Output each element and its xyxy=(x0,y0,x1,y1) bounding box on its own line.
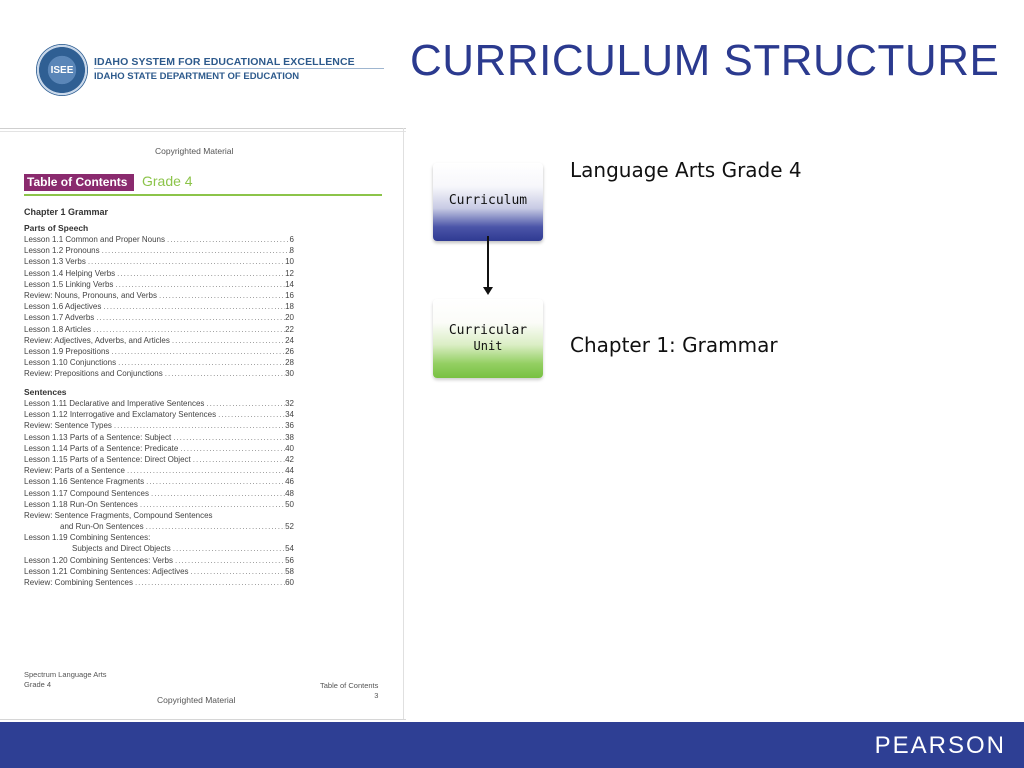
toc-leader-dots xyxy=(163,369,285,380)
toc-entry-page: 34 xyxy=(285,410,294,420)
toc-leader-dots xyxy=(204,399,285,410)
toc-entry-title: Review: Parts of a Sentence xyxy=(24,466,125,476)
toc-row xyxy=(24,522,294,533)
toc-list-sentences xyxy=(24,399,294,589)
toc-entry-title: Lesson 1.10 Conjunctions xyxy=(24,358,117,368)
toc-entry-title: Lesson 1.21 Combining Sentences: Adjectives xyxy=(24,566,189,576)
toc-entry-page: 54 xyxy=(285,544,294,554)
toc-entry-title: Lesson 1.13 Parts of a Sentence: Subject xyxy=(24,432,172,442)
toc-entry-title: Lesson 1.12 Interrogative and Exclamatory Sentences xyxy=(24,410,217,420)
doc-bottom-edge xyxy=(0,719,406,720)
toc-entry-page: 56 xyxy=(285,555,294,565)
toc-entry-page: 20 xyxy=(285,313,294,323)
toc-entry-title: Review: Combining Sentences xyxy=(24,578,133,587)
seal-text: ISEE xyxy=(50,64,74,76)
toc-entry-title: Lesson 1.8 Articles xyxy=(24,324,92,334)
toc-entry-page: 24 xyxy=(285,335,294,345)
toc-leader-dots xyxy=(157,291,285,302)
toc-entry-title: Lesson 1.18 Run-On Sentences xyxy=(24,499,138,509)
toc-row xyxy=(24,280,294,291)
toc-leader-dots xyxy=(149,489,285,500)
grade-label: Grade 4 xyxy=(142,173,193,189)
toc-row xyxy=(24,269,294,280)
toc-entry-title: Lesson 1.6 Adjectives xyxy=(24,302,102,312)
toc-row xyxy=(24,336,294,347)
doc-footer-section: Table of Contents xyxy=(320,681,379,690)
toc-entry-page: 14 xyxy=(285,279,294,289)
doc-top-edge xyxy=(0,128,406,132)
toc-entry-page: 8 xyxy=(289,246,294,256)
copyright-bottom: Copyrighted Material xyxy=(157,695,236,705)
toc-row xyxy=(24,313,294,324)
toc-entry-title: Lesson 1.20 Combining Sentences: Verbs xyxy=(24,555,173,565)
toc-entry-page: 46 xyxy=(285,477,294,487)
toc-entry-page: 50 xyxy=(285,499,294,509)
toc-row xyxy=(24,302,294,313)
doc-right-edge xyxy=(403,128,404,720)
toc-leader-dots xyxy=(115,269,285,280)
toc-leader-dots xyxy=(91,325,285,336)
toc-leader-dots xyxy=(133,578,285,589)
toc-entry-title: Lesson 1.15 Parts of a Sentence: Direct Object xyxy=(24,454,191,464)
toc-entry-title: Review: Nouns, Pronouns, and Verbs xyxy=(24,290,157,300)
toc-row xyxy=(24,477,294,488)
toc-leader-dots xyxy=(138,500,285,511)
toc-leader-dots xyxy=(116,358,285,369)
toc-row xyxy=(24,399,294,410)
toc-row xyxy=(24,578,294,589)
toc-entry-page: 26 xyxy=(285,346,294,356)
toc-entry-title: Lesson 1.19 Combining Sentences: xyxy=(24,533,151,543)
toc-entry-page: 22 xyxy=(285,324,294,334)
toc-row xyxy=(24,556,294,567)
toc-entry-title: Lesson 1.4 Helping Verbs xyxy=(24,268,116,278)
toc-entry-title: and Run-On Sentences xyxy=(60,522,144,532)
toc-row xyxy=(24,544,294,555)
toc-row xyxy=(24,466,294,477)
toc-leader-dots xyxy=(86,257,285,268)
toc-row xyxy=(24,369,294,380)
toc-leader-dots xyxy=(144,477,285,488)
toc-entry-page: 60 xyxy=(285,578,294,587)
toc-entry-title: Review: Adjectives, Adverbs, and Articles xyxy=(24,335,170,345)
toc-entry-title: Lesson 1.16 Sentence Fragments xyxy=(24,477,145,487)
toc-entry-title: Lesson 1.11 Declarative and Imperative Sentences xyxy=(24,399,205,408)
toc-heading: Table of Contents xyxy=(24,174,134,191)
toc-entry-page: 30 xyxy=(285,369,294,379)
toc-entry-page: 12 xyxy=(285,268,294,278)
toc-entry-title: Review: Sentence Types xyxy=(24,421,112,431)
logo-line-1: IDAHO SYSTEM FOR EDUCATIONAL EXCELLENCE xyxy=(94,56,355,68)
toc-leader-dots xyxy=(189,567,286,578)
unit-box-label-line1: Curricular xyxy=(448,323,528,338)
toc-document-image xyxy=(0,128,406,720)
unit-box-label-line2: Unit xyxy=(473,339,503,353)
isee-seal-icon xyxy=(36,44,88,96)
doc-footer-page: 3 xyxy=(374,691,379,700)
toc-row xyxy=(24,511,294,522)
doc-footer-left xyxy=(24,670,107,690)
toc-row xyxy=(24,421,294,432)
toc-row xyxy=(24,533,294,544)
toc-leader-dots xyxy=(113,280,285,291)
slide-title: CURRICULUM STRUCTURE xyxy=(410,36,1000,85)
toc-leader-dots xyxy=(109,347,285,358)
toc-entry-title: Review: Sentence Fragments, Compound Sentences xyxy=(24,510,213,520)
logo-line-2: IDAHO STATE DEPARTMENT OF EDUCATION xyxy=(94,71,300,82)
doc-footer-grade: Grade 4 xyxy=(24,680,52,689)
heading-rule xyxy=(24,194,382,196)
toc-leader-dots xyxy=(165,235,290,246)
logo-divider xyxy=(94,68,384,69)
chapter-heading: Chapter 1 Grammar xyxy=(24,207,109,217)
toc-row xyxy=(24,257,294,268)
toc-entry-page: 10 xyxy=(285,257,294,267)
doc-footer-right xyxy=(320,681,378,701)
toc-entry-page: 6 xyxy=(289,235,294,244)
toc-entry-title: Subjects and Direct Objects xyxy=(72,544,171,554)
toc-entry-title: Lesson 1.2 Pronouns xyxy=(24,246,100,256)
unit-description: Chapter 1: Grammar xyxy=(570,333,778,357)
curricular-unit-box xyxy=(433,299,543,378)
curriculum-box xyxy=(433,163,543,241)
toc-entry-page: 40 xyxy=(285,443,294,453)
toc-row xyxy=(24,246,294,257)
arrow-down-icon xyxy=(483,287,493,295)
toc-entry-title: Lesson 1.9 Prepositions xyxy=(24,346,110,356)
toc-leader-dots xyxy=(173,556,285,567)
toc-leader-dots xyxy=(101,302,285,313)
pearson-logo: PEARSON xyxy=(874,732,1006,759)
toc-row xyxy=(24,455,294,466)
toc-row xyxy=(24,410,294,421)
toc-leader-dots xyxy=(144,522,285,533)
toc-entry-page: 48 xyxy=(285,488,294,498)
toc-entry-page: 42 xyxy=(285,454,294,464)
toc-row xyxy=(24,500,294,511)
toc-leader-dots xyxy=(171,433,285,444)
toc-leader-dots xyxy=(171,544,285,555)
toc-leader-dots xyxy=(216,410,285,421)
toc-entry-page: 28 xyxy=(285,358,294,368)
toc-row xyxy=(24,489,294,500)
toc-entry-title: Review: Prepositions and Conjunctions xyxy=(24,369,163,379)
toc-entry-title: Lesson 1.14 Parts of a Sentence: Predicate xyxy=(24,443,179,453)
isee-logo xyxy=(36,42,356,98)
toc-entry-page: 44 xyxy=(285,466,294,476)
toc-row xyxy=(24,444,294,455)
curriculum-box-label: Curriculum xyxy=(448,193,528,208)
toc-entry-page: 18 xyxy=(285,302,294,312)
toc-entry-page: 32 xyxy=(285,399,294,408)
toc-leader-dots xyxy=(178,444,285,455)
toc-leader-dots xyxy=(100,246,290,257)
section-heading-sentences: Sentences xyxy=(24,387,67,397)
toc-leader-dots xyxy=(125,466,285,477)
toc-entry-title: Lesson 1.1 Common and Proper Nouns xyxy=(24,235,165,244)
toc-row xyxy=(24,433,294,444)
doc-footer-book: Spectrum Language Arts xyxy=(24,670,107,679)
toc-entry-page: 36 xyxy=(285,421,294,431)
toc-entry-page: 58 xyxy=(285,566,294,576)
toc-entry-title: Lesson 1.3 Verbs xyxy=(24,257,86,267)
toc-entry-title: Lesson 1.5 Linking Verbs xyxy=(24,279,114,289)
section-heading-parts-of-speech: Parts of Speech xyxy=(24,223,89,233)
curriculum-description: Language Arts Grade 4 xyxy=(570,158,802,182)
toc-leader-dots xyxy=(112,421,285,432)
copyright-top: Copyrighted Material xyxy=(155,146,234,156)
toc-entry-title: Lesson 1.17 Compound Sentences xyxy=(24,488,149,498)
toc-row xyxy=(24,358,294,369)
toc-entry-page: 52 xyxy=(285,522,294,532)
toc-row xyxy=(24,235,294,246)
toc-row xyxy=(24,567,294,578)
toc-leader-dots xyxy=(94,313,285,324)
toc-list-parts-of-speech xyxy=(24,235,294,380)
toc-leader-dots xyxy=(170,336,285,347)
toc-entry-page: 16 xyxy=(285,290,294,300)
toc-row xyxy=(24,347,294,358)
footer-bar xyxy=(0,722,1024,768)
toc-entry-page: 38 xyxy=(285,432,294,442)
toc-leader-dots xyxy=(191,455,285,466)
toc-row xyxy=(24,291,294,302)
toc-row xyxy=(24,325,294,336)
connector-line xyxy=(487,236,489,290)
toc-entry-title: Lesson 1.7 Adverbs xyxy=(24,313,95,323)
